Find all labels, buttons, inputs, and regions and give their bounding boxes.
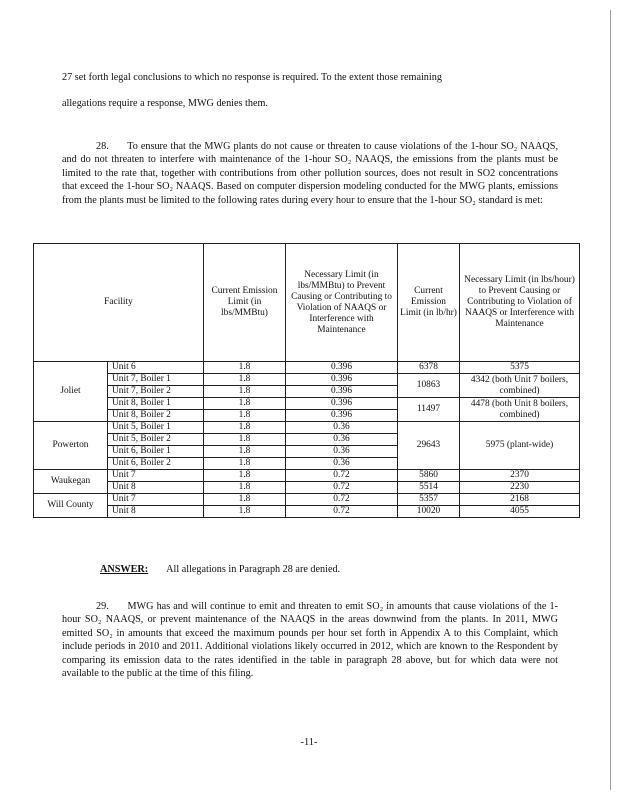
current-limit-cell: 1.8 [204,398,286,410]
necessary-limit-cell: 0.72 [286,494,398,506]
current-limit-cell: 1.8 [204,410,286,422]
current-limit-cell: 1.8 [204,422,286,434]
unit-cell: Unit 5, Boiler 2 [108,434,204,446]
unit-cell: Unit 8 [108,506,204,518]
current-hourly-cell: 5514 [398,482,460,494]
table-row [34,374,580,386]
necessary-limit-cell: 0.36 [286,458,398,470]
facility-powerton: Powerton [34,422,108,470]
unit-cell: Unit 6, Boiler 1 [108,446,204,458]
necessary-limit-cell: 0.396 [286,398,398,410]
current-limit-cell: 1.8 [204,446,286,458]
necessary-limit-cell: 0.36 [286,446,398,458]
necessary-limit-cell: 0.396 [286,386,398,398]
table-row [34,470,580,482]
necessary-limit-cell: 0.72 [286,482,398,494]
necessary-hourly-cell: 2230 [460,482,580,494]
paragraph-29 [62,600,558,680]
facility-will-county: Will County [34,494,108,518]
answer-label: ANSWER: [100,564,149,575]
necessary-hourly-cell: 4055 [460,506,580,518]
header-current-lbs-mmbtu: Current Emission Limit (in lbs/MMBtu) [204,244,286,362]
necessary-limit-cell: 0.396 [286,362,398,374]
answer-text: All allegations in Paragraph 28 are denied. [166,564,341,575]
necessary-hourly-cell: 4478 (both Unit 8 boilers, combined) [460,398,580,422]
page-edge-line [610,10,611,790]
paragraph-28 [62,140,558,207]
unit-cell: Unit 7 [108,470,204,482]
facility-joliet: Joliet [34,362,108,422]
necessary-hourly-cell: 5375 [460,362,580,374]
current-limit-cell: 1.8 [204,470,286,482]
unit-cell: Unit 7, Boiler 2 [108,386,204,398]
unit-cell: Unit 6 [108,362,204,374]
unit-cell: Unit 8 [108,482,204,494]
paragraph-28-number: 28. [96,141,109,152]
unit-cell: Unit 5, Boiler 1 [108,422,204,434]
current-limit-cell: 1.8 [204,494,286,506]
current-limit-cell: 1.8 [204,374,286,386]
header-necessary-lbs-mmbtu: Necessary Limit (in lbs/MMBtu) to Prevent Causing or Contributing to Violation of NAAQS or Interference with Maintenance [286,244,398,362]
header-current-lbs-hr: Current Emission Limit (in lb/hr) [398,244,460,362]
necessary-hourly-cell: 4342 (both Unit 7 boilers, combined) [460,374,580,398]
current-hourly-cell: 11497 [398,398,460,422]
paragraph-29-text: MWG has and will continue to emit and threaten to emit SO₂ in amounts that cause violations of the 1-hour SO₂ NAAQS, or prevent maintenance of the NAAQS in the areas downwind from the plants. In 2011, MWG emitted SO₂ in amounts that exceed the maximum pounds per hour set forth in Appendix A to this Complaint, which include periods in 2010 and 2011. Additional violations likely occurred in 2012, which are known to the Respondent by comparing its emission data to the rates identified in the table in paragraph 28 above, but for which data were not available to the public at the time of this filing. [62,601,558,680]
necessary-limit-cell: 0.36 [286,422,398,434]
unit-cell: Unit 7 [108,494,204,506]
current-limit-cell: 1.8 [204,482,286,494]
necessary-limit-cell: 0.36 [286,434,398,446]
table-header-row [34,244,580,362]
current-limit-cell: 1.8 [204,362,286,374]
table-row [34,398,580,410]
current-limit-cell: 1.8 [204,434,286,446]
page-number: -11- [300,737,318,748]
continuation-line: 27 set forth legal conclusions to which no response is required. To the extent those remaining [62,72,442,83]
necessary-limit-cell: 0.72 [286,470,398,482]
necessary-limit-cell: 0.396 [286,374,398,386]
current-limit-cell: 1.8 [204,386,286,398]
current-hourly-cell: 10863 [398,374,460,398]
current-hourly-cell: 29643 [398,422,460,470]
unit-cell: Unit 7, Boiler 1 [108,374,204,386]
current-limit-cell: 1.8 [204,506,286,518]
current-hourly-cell: 5860 [398,470,460,482]
header-necessary-lbs-hr: Necessary Limit (in lbs/hour) to Prevent Causing or Contributing to Violation of NAAQS or Interference with Maintenance [460,244,580,362]
unit-cell: Unit 8, Boiler 1 [108,398,204,410]
answer-block [100,564,340,575]
table-row [34,422,580,434]
table-row [34,506,580,518]
continuation-line-2: allegations require a response, MWG denies them. [62,98,268,109]
necessary-hourly-cell: 2168 [460,494,580,506]
paragraph-29-number: 29. [96,601,109,612]
current-hourly-cell: 5357 [398,494,460,506]
necessary-hourly-cell: 2370 [460,470,580,482]
necessary-hourly-cell: 5975 (plant-wide) [460,422,580,470]
paragraph-28-text: To ensure that the MWG plants do not cause or threaten to cause violations of the 1-hour SO₂ NAAQS, and do not threaten to interfere with maintenance of the 1-hour SO₂ NAAQS, the emissions from the plants must be limited to the rate that, together with contributions from other pollution sources, does not result in SO2 concentrations that exceed the 1-hour SO₂ NAAQS. Based on computer dispersion modeling conducted for the MWG plants, emissions from the plants must be limited to the following rates during every hour to ensure that the 1-hour SO₂ standard is met: [62,141,558,206]
emission-limits-table [33,243,580,518]
unit-cell: Unit 8, Boiler 2 [108,410,204,422]
necessary-limit-cell: 0.72 [286,506,398,518]
current-limit-cell: 1.8 [204,458,286,470]
facility-waukegan: Waukegan [34,470,108,494]
necessary-limit-cell: 0.396 [286,410,398,422]
unit-cell: Unit 6, Boiler 2 [108,458,204,470]
table-row [34,494,580,506]
table-row [34,482,580,494]
table-row [34,362,580,374]
current-hourly-cell: 6378 [398,362,460,374]
current-hourly-cell: 10020 [398,506,460,518]
header-facility: Facility [34,244,204,362]
